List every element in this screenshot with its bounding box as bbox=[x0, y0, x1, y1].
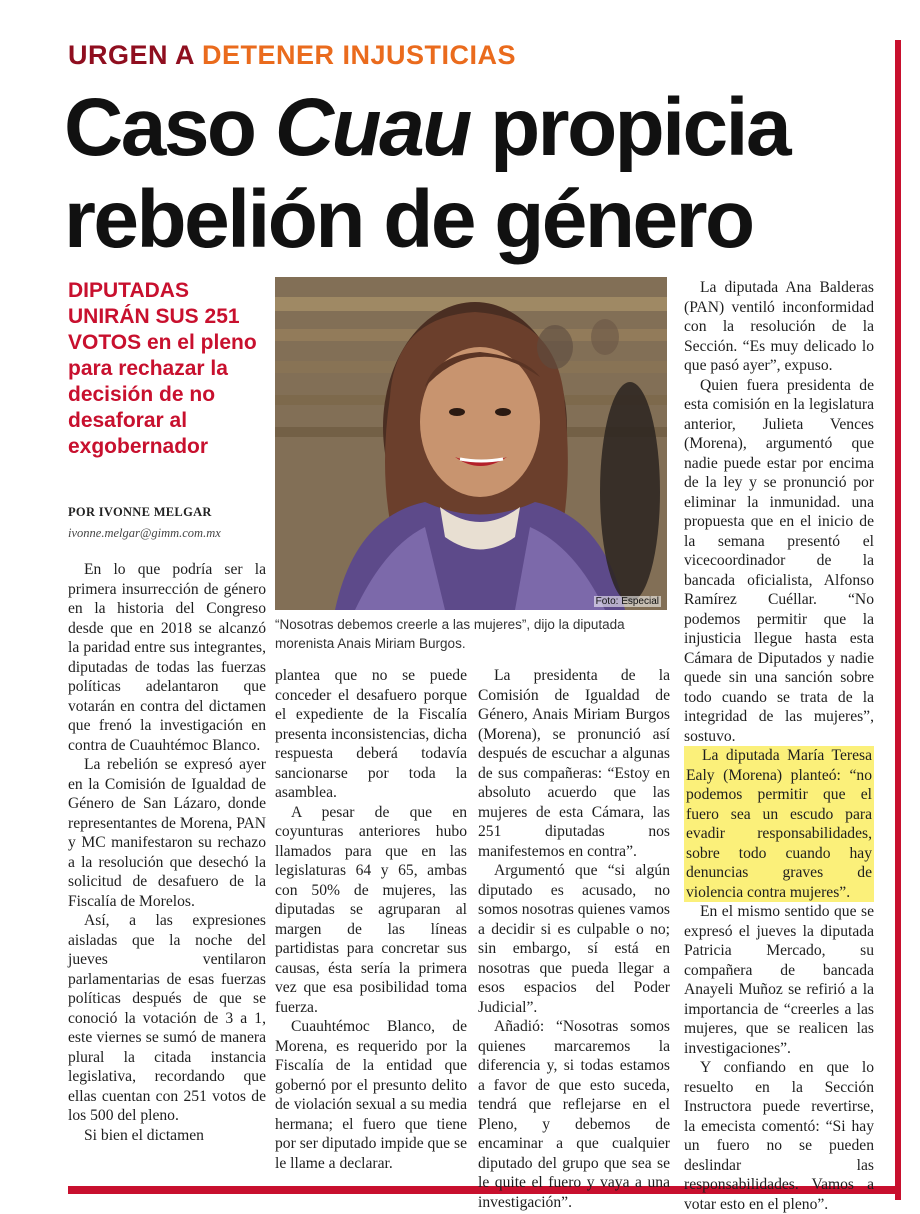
headline-line-1-b: propicia bbox=[469, 82, 790, 173]
article-column-3 bbox=[478, 666, 670, 1212]
paragraph: En el mismo sentido que se expresó el jueves la diputada Patricia Mercado, su compañera de bancada Anayeli Muñoz se refirió a la importancia de “creerles a las mujeres, que se realicen las investigaciones”. bbox=[684, 903, 874, 1057]
paragraph: La rebelión se expresó ayer en la Comisión de Igualdad de Género de San Lázaro, donde representantes de Morena, PAN y MC manifestaron su rechazo a la resolución que desechó la solicitud de desafuero de la Fiscalía de Morelos. bbox=[68, 756, 266, 910]
paragraph: Quien fuera presidenta de esta comisión en la legislatura anterior, Julieta Vences (Morena), argumentó que nadie puede estar por encima de la ley y se pronunció por eliminar la inmunidad. una propuesta que en el inicio de la semana presentó el vicecoordinador de la bancada oficialista, Alfonso Ramírez Cuéllar. “No podemos permitir que la injusticia llegue hasta esta Cámara de Diputados y nadie quede sin una sanción sobre todo cuando se trata de la integridad de las mujeres”, sostuvo. bbox=[684, 376, 874, 745]
photo-caption: “Nosotras debemos creerle a las mujeres”, dijo la diputada morenista Anais Miriam Burgos. bbox=[275, 617, 625, 651]
article-photo bbox=[275, 277, 667, 610]
paragraph: Y confiando en que lo resuelto en la Sección Instructora puede revertirse, la emecista comentó: “Si hay un fuero no se pueden deslindar las responsabilidades. Vamos a votar esto en el pleno”. bbox=[684, 1059, 874, 1213]
photo-illustration bbox=[275, 277, 667, 610]
headline bbox=[64, 82, 894, 266]
article-column-1 bbox=[68, 560, 266, 1145]
paragraph: Si bien el dictamen bbox=[84, 1126, 204, 1144]
paragraph: A pesar de que en coyunturas anteriores hubo llamados para que en las legislaturas 64 y 65, ambas con 50% de mujeres, las diputadas se agruparan al margen de las líneas partidistas para concretar sus causas, ésta sería la primera vez que esa posibilidad toma fuerza. bbox=[275, 803, 467, 1016]
headline-line-1 bbox=[64, 82, 894, 174]
paragraph: Cuauhtémoc Blanco, de Morena, es requerido por la Fiscalía de la entidad que gobernó por el presunto delito de violación sexual a su media hermana; el fuero que tiene por ser diputado impide que se le llame a declarar. bbox=[275, 1018, 467, 1172]
author-email: ivonne.melgar@gimm.com.mx bbox=[68, 526, 221, 540]
headline-line-1-a: Caso bbox=[64, 82, 275, 173]
article-column-2 bbox=[275, 666, 467, 1173]
subhead: DIPUTADAS UNIRÁN SUS 251 VOTOS en el pleno para rechazar la decisión de no desaforar al exgobernador bbox=[68, 279, 257, 458]
red-rule-right bbox=[895, 40, 901, 1200]
article-column-4 bbox=[684, 278, 874, 1214]
kicker bbox=[68, 40, 516, 71]
kicker-part-2: DETENER INJUSTICIAS bbox=[202, 40, 517, 70]
paragraph: Añadió: “Nosotras somos quienes marcaremos la diferencia y, si todas estamos a favor de que esto suceda, tendrá que reflejarse en el Pleno, y debemos de encaminar a que cualquier diputado del grupo que sea se le quite el fuero y vaya a una investigación”. bbox=[478, 1018, 670, 1211]
paragraph: Así, a las expresiones aisladas que la noche del jueves ventilaron parlamentarias de esas fuerzas políticas después de que se conoció la votación de 3 a 1, este viernes se sumó de manera plural la citada instancia legislativa, recordando que ellas cuentan con 251 votos de los 500 del pleno. bbox=[68, 912, 266, 1124]
paragraph: En lo que podría ser la primera insurrección de género en la historia del Congreso desde que en 2018 se alcanzó la paridad entre sus integrantes, diputadas de todas las fuerzas políticas adelantaron que votarán en contra del dictamen que frenó la investigación en contra de Cuauhtémoc Blanco. bbox=[68, 561, 266, 754]
paragraph: Argumentó que “si algún diputado es acusado, no somos nosotras quienes vamos a decidir si es culpable o no; sin embargo, sí está en nosotras que pueda llegar a esos espacios del Poder Judicial”. bbox=[478, 862, 670, 1016]
photo-credit: Foto: Especial bbox=[595, 596, 659, 607]
kicker-part-1: URGEN A bbox=[68, 40, 203, 70]
paragraph: La diputada Ana Balderas (PAN) ventiló inconformidad con la resolución de la Sección. “Es muy delicado lo que pasó ayer”, expuso. bbox=[684, 279, 874, 374]
headline-line-2: rebelión de género bbox=[64, 174, 753, 265]
highlighted-paragraph: La diputada María Teresa Ealy (Morena) planteó: “no podemos permitir que el fuero sea un escudo para evadir responsabilidades, sobre todo cuando hay denuncias graves de violencia contra mujeres”. bbox=[686, 747, 872, 901]
headline-italic-name: Cuau bbox=[274, 82, 470, 173]
byline: POR IVONNE MELGAR bbox=[68, 505, 212, 519]
paragraph: plantea que no se puede conceder el desafuero porque el expediente de la Fiscalía presenta inconsistencias, dicha respuesta deberá todavía sancionarse por toda la asamblea. bbox=[275, 667, 467, 801]
paragraph: La presidenta de la Comisión de Igualdad de Género, Anais Miriam Burgos (Morena), se pronunció así después de escuchar a algunas de sus compañeras: “Estoy en absoluto acuerdo que las mujeres de esta Cámara, las 251 diputadas nos manifestemos en contra”. bbox=[478, 667, 670, 860]
